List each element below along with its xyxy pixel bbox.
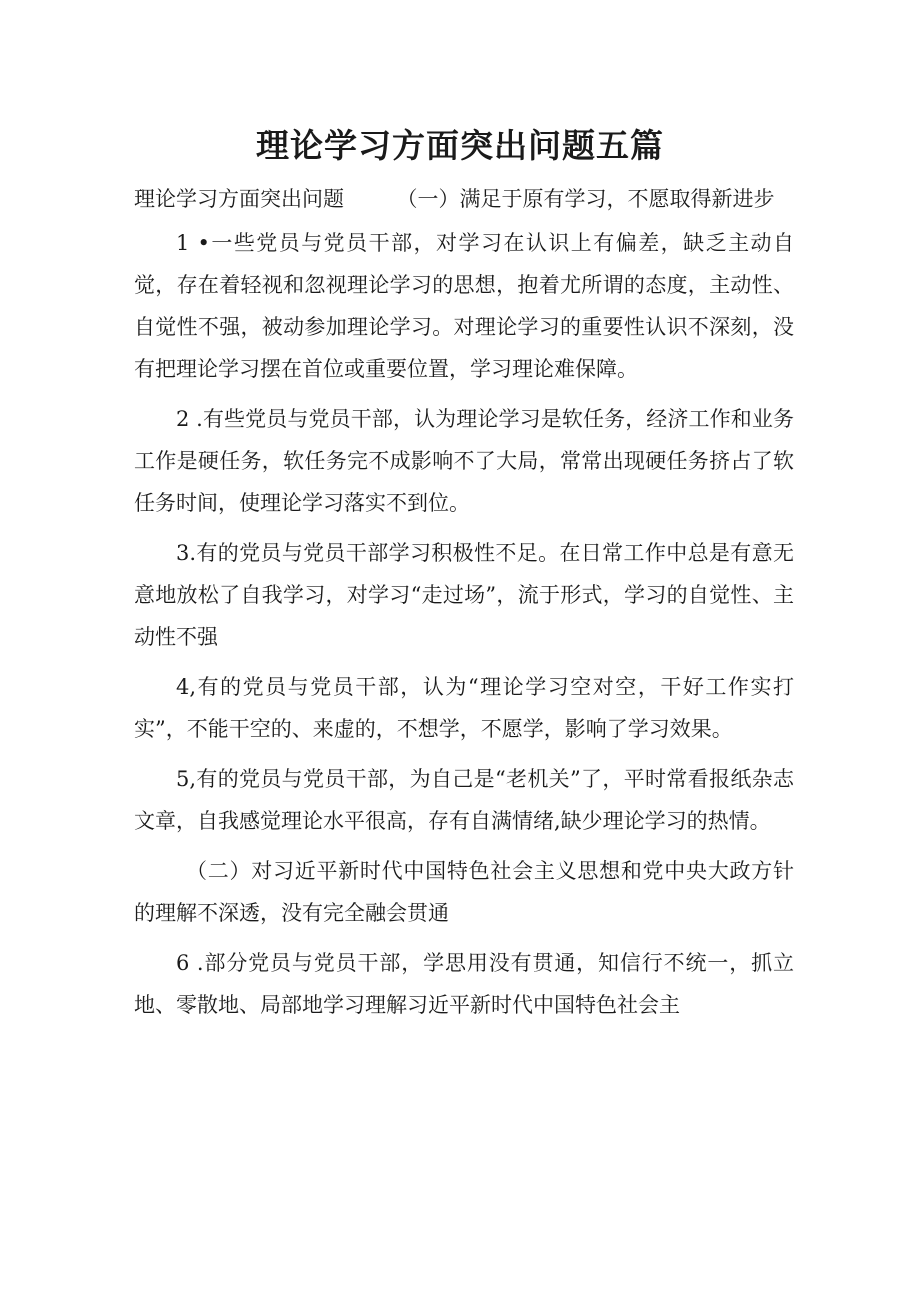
paragraph-item-1: 1 •一些党员与党员干部，对学习在认识上有偏差，缺乏主动自觉，存在着轻视和忽视理论学习的思想，抱着尤所谓的态度，主动性、自觉性不强，被动参加理论学习。对理论学习的重要性认识不深刻，没有把理论学习摆在首位或重要位置，学习理论难保障。 (134, 231, 794, 381)
document-title: 理论学习方面突出问题五篇 (256, 126, 664, 165)
paragraph-intro: 理论学习方面突出问题 （一）满足于原有学习，不愿取得新进步 (134, 187, 775, 211)
paragraph-item-5: 5,有的党员与党员干部，为自己是“老机关”了，平时常看报纸杂志文章，自我感觉理论水平很高，存有自满情绪,缺少理论学习的热情。 (134, 767, 794, 833)
paragraph-item-3: 3.有的党员与党员干部学习积极性不足。在日常工作中总是有意无意地放松了自我学习，对学习“走过场”，流于形式，学习的自觉性、主动性不强 (134, 541, 794, 649)
paragraph-item-2: 2 .有些党员与党员干部，认为理论学习是软任务，经济工作和业务工作是硬任务，软任务完不成影响不了大局，常常出现硬任务挤占了软任务时间，使理论学习落实不到位。 (134, 407, 794, 515)
paragraph-item-6: 6 .部分党员与党员干部，学思用没有贯通，知信行不统一，抓立地、零散地、局部地学习理解习近平新时代中国特色社会主 (134, 951, 794, 1017)
paragraph-item-4: 4,有的党员与党员干部，认为“理论学习空对空，干好工作实打实”，不能干空的、来虚的，不想学，不愿学，影响了学习效果。 (134, 675, 794, 741)
section-heading-2: （二）对习近平新时代中国特色社会主义思想和党中央大政方针的理解不深透，没有完全融会贯通 (134, 859, 794, 925)
document-body (134, 178, 794, 1034)
